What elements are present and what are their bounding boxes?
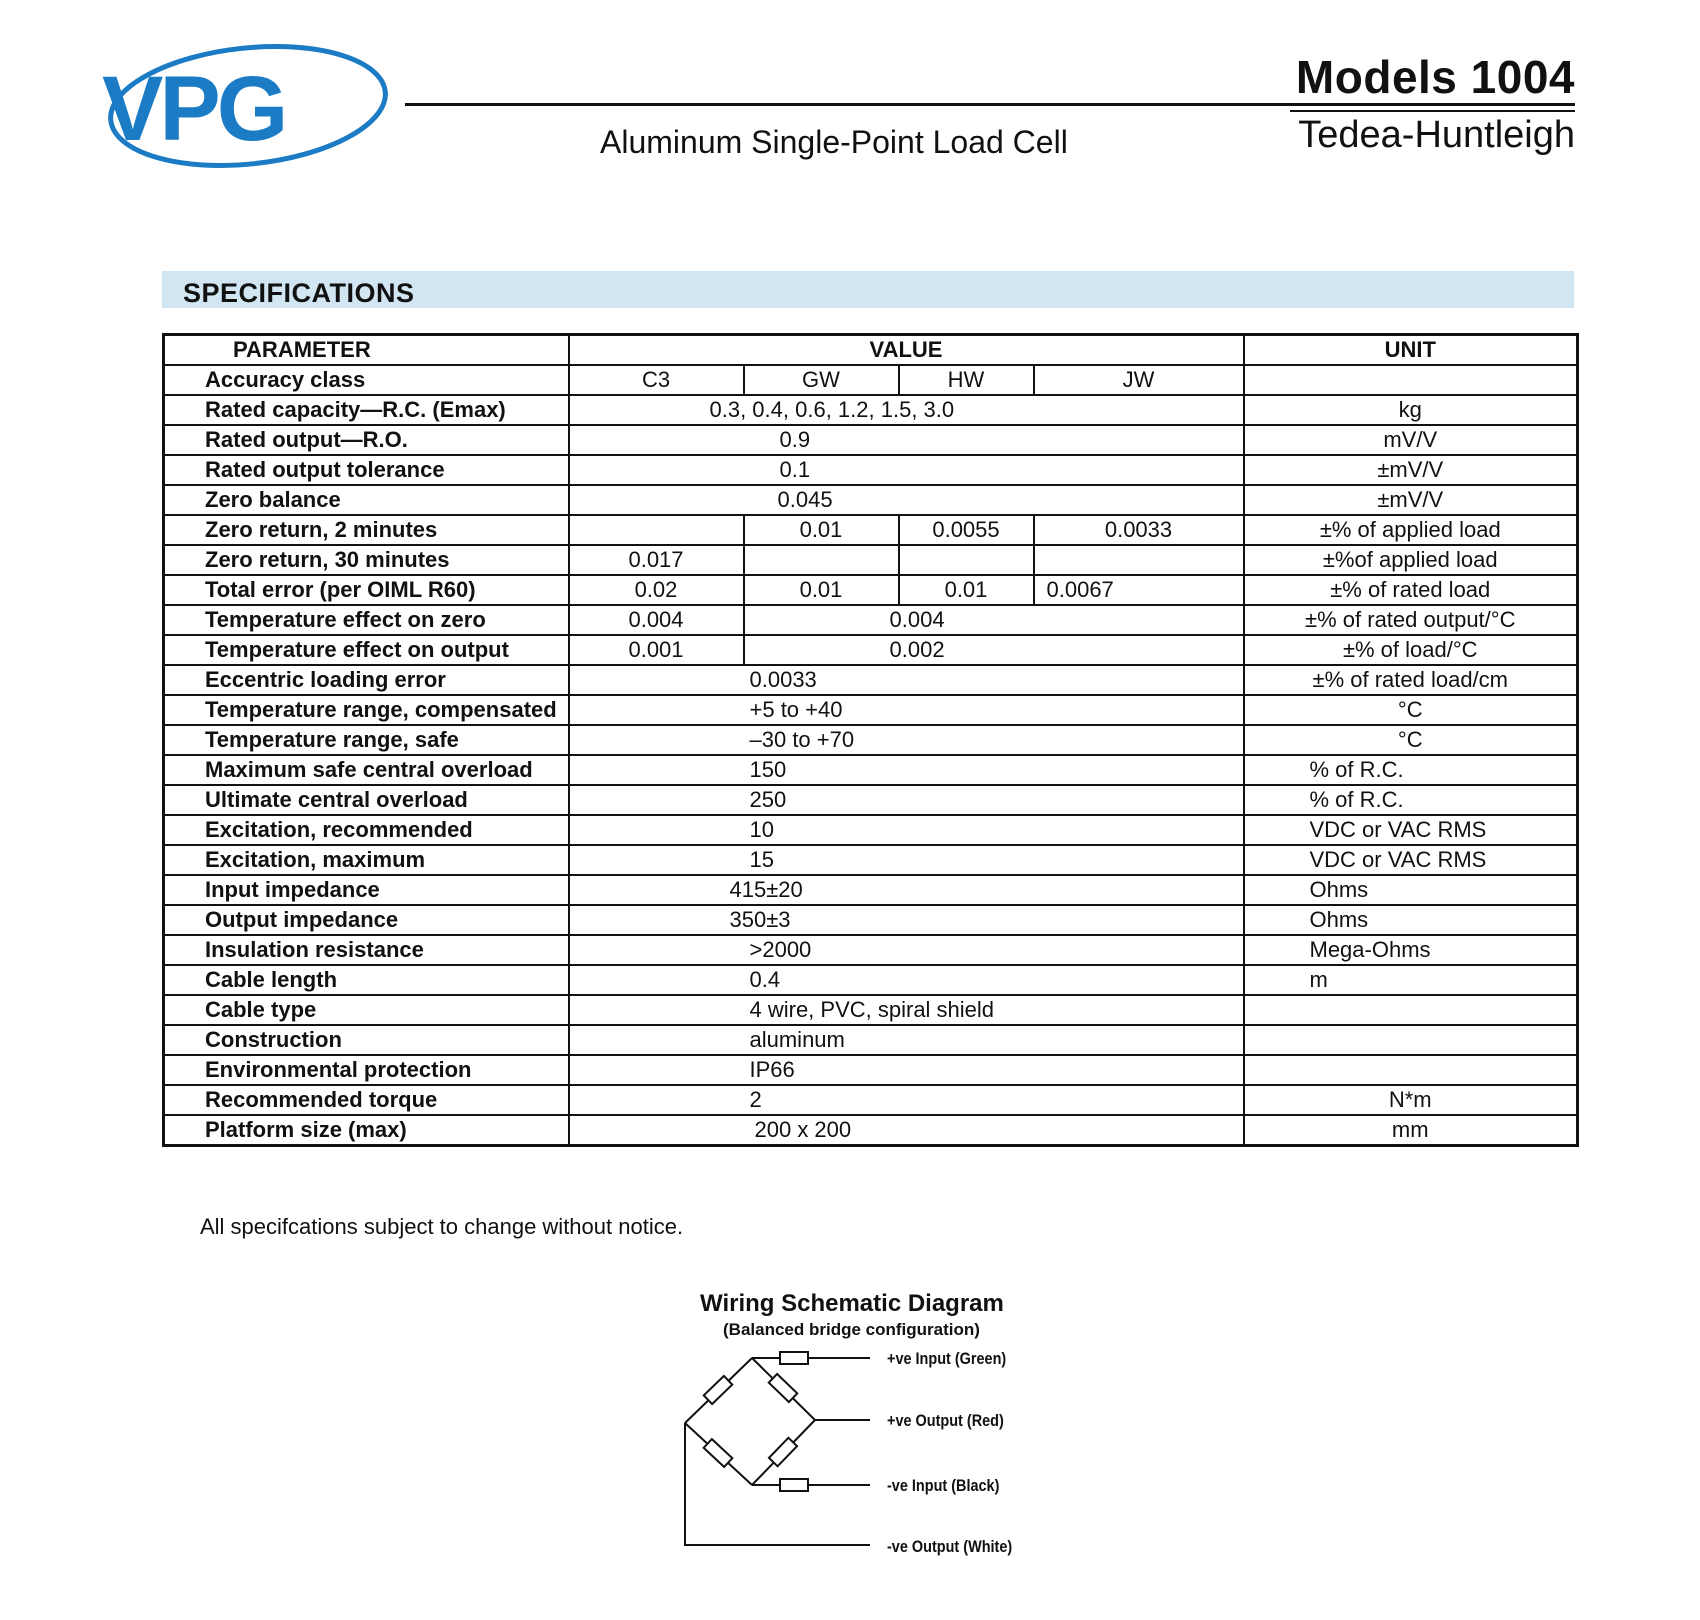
param-label: Ultimate central overload: [164, 785, 569, 815]
table-row: [164, 365, 1578, 395]
value-cell: IP66: [569, 1055, 1244, 1085]
param-label: Construction: [164, 1025, 569, 1055]
value-cell: >2000: [569, 935, 1244, 965]
table-row: [164, 1025, 1578, 1055]
value-hw: [899, 545, 1034, 575]
unit-cell: °C: [1244, 695, 1578, 725]
value-cell: 250: [569, 785, 1244, 815]
param-label: Platform size (max): [164, 1115, 569, 1146]
table-row: [164, 815, 1578, 845]
value-others: 0.004: [744, 605, 1244, 635]
param-label: Eccentric loading error: [164, 665, 569, 695]
unit-cell: °C: [1244, 725, 1578, 755]
param-label: Temperature range, compensated: [164, 695, 569, 725]
unit-cell: Ohms: [1244, 875, 1578, 905]
unit-cell: ±mV/V: [1244, 455, 1578, 485]
unit-header: UNIT: [1244, 335, 1578, 366]
value-others: 0.002: [744, 635, 1244, 665]
value-cell: 415±20: [569, 875, 1244, 905]
table-row: [164, 725, 1578, 755]
wiring-subtitle: (Balanced bridge configuration): [723, 1320, 980, 1339]
change-notice: All specifcations subject to change without notice.: [200, 1214, 684, 1239]
value-cell: 2: [569, 1085, 1244, 1115]
value-cell: 350±3: [569, 905, 1244, 935]
specifications-table: [162, 333, 1579, 1147]
value-c3: 0.02: [569, 575, 744, 605]
table-row: [164, 545, 1578, 575]
table-row: [164, 635, 1578, 665]
param-label: Environmental protection: [164, 1055, 569, 1085]
value-cell: –30 to +70: [569, 725, 1244, 755]
param-label: Recommended torque: [164, 1085, 569, 1115]
value-hw: 0.01: [899, 575, 1034, 605]
value-cell: 10: [569, 815, 1244, 845]
value-cell: 150: [569, 755, 1244, 785]
unit-cell: ±% of rated load: [1244, 575, 1578, 605]
unit-cell: % of R.C.: [1244, 755, 1578, 785]
label-neg-input: -ve Input (Black): [887, 1476, 1000, 1495]
unit-cell: Mega-Ohms: [1244, 935, 1578, 965]
wiring-title: Wiring Schematic Diagram: [700, 1290, 1004, 1317]
param-label: Input impedance: [164, 875, 569, 905]
unit-cell: ±% of load/°C: [1244, 635, 1578, 665]
header-rule-right: [1290, 110, 1575, 112]
table-row: [164, 755, 1578, 785]
param-label: Zero return, 2 minutes: [164, 515, 569, 545]
param-label: Temperature effect on zero: [164, 605, 569, 635]
unit-cell: [1244, 365, 1578, 395]
simple-rows: [164, 665, 1578, 1146]
value-cell: 200 x 200: [569, 1115, 1244, 1146]
value-jw: 0.0067: [1034, 575, 1244, 605]
models-title: Models 1004: [1295, 51, 1575, 103]
label-pos-input: +ve Input (Green): [887, 1349, 1007, 1368]
lead-resistor: [780, 1479, 808, 1491]
value-cell: 0.1: [569, 455, 1244, 485]
vpg-logo: [100, 40, 390, 175]
class-hw: HW: [899, 365, 1034, 395]
table-row: [164, 1055, 1578, 1085]
param-label: Rated output—R.O.: [164, 425, 569, 455]
unit-cell: VDC or VAC RMS: [1244, 815, 1578, 845]
table-row: [164, 905, 1578, 935]
class-jw: JW: [1034, 365, 1244, 395]
unit-cell: [1244, 1025, 1578, 1055]
param-label: Rated output tolerance: [164, 455, 569, 485]
unit-cell: mV/V: [1244, 425, 1578, 455]
table-row: [164, 665, 1578, 695]
value-c3: [569, 515, 744, 545]
value-cell: 15: [569, 845, 1244, 875]
param-label: Zero return, 30 minutes: [164, 545, 569, 575]
table-row: [164, 1085, 1578, 1115]
table-row: [164, 425, 1578, 455]
unit-cell: Ohms: [1244, 905, 1578, 935]
value-c3: 0.017: [569, 545, 744, 575]
unit-cell: VDC or VAC RMS: [1244, 845, 1578, 875]
value-cell: +5 to +40: [569, 695, 1244, 725]
param-label: Excitation, maximum: [164, 845, 569, 875]
param-label: Maximum safe central overload: [164, 755, 569, 785]
bridge-resistor: [704, 1439, 733, 1467]
param-label: Total error (per OIML R60): [164, 575, 569, 605]
table-row: [164, 1115, 1578, 1146]
unit-cell: [1244, 1055, 1578, 1085]
value-header: VALUE: [569, 335, 1244, 366]
value-jw: 0.0033: [1034, 515, 1244, 545]
table-row: [164, 935, 1578, 965]
specifications-banner: [162, 271, 1574, 308]
table-row: [164, 395, 1578, 425]
value-c3: 0.004: [569, 605, 744, 635]
table-row: [164, 845, 1578, 875]
class-c3: C3: [569, 365, 744, 395]
bridge-resistor: [769, 1374, 797, 1402]
parameter-header: PARAMETER: [164, 335, 569, 366]
table-row: [164, 995, 1578, 1025]
value-jw: [1034, 545, 1244, 575]
specifications-heading: SPECIFICATIONS: [183, 278, 415, 308]
unit-cell: kg: [1244, 395, 1578, 425]
value-cell: aluminum: [569, 1025, 1244, 1055]
value-cell: 0.0033: [569, 665, 1244, 695]
logo-text: VPG: [102, 58, 285, 160]
class-gw: GW: [744, 365, 899, 395]
unit-cell: ±%of applied load: [1244, 545, 1578, 575]
table-header-row: [164, 335, 1578, 366]
param-label: Cable type: [164, 995, 569, 1025]
value-cell: 0.4: [569, 965, 1244, 995]
table-row: [164, 515, 1578, 545]
param-label: Insulation resistance: [164, 935, 569, 965]
table-row: [164, 875, 1578, 905]
value-gw: 0.01: [744, 575, 899, 605]
lead-resistor: [780, 1352, 808, 1364]
label-pos-output: +ve Output (Red): [887, 1411, 1004, 1430]
param-label: Zero balance: [164, 485, 569, 515]
unit-cell: mm: [1244, 1115, 1578, 1146]
unit-cell: % of R.C.: [1244, 785, 1578, 815]
param-label: Accuracy class: [164, 365, 569, 395]
unit-cell: m: [1244, 965, 1578, 995]
value-gw: [744, 545, 899, 575]
value-hw: 0.0055: [899, 515, 1034, 545]
bridge-resistor: [769, 1438, 797, 1466]
table-row: [164, 485, 1578, 515]
product-subtitle: Aluminum Single-Point Load Cell: [600, 124, 1068, 160]
table-row: [164, 605, 1578, 635]
value-c3: 0.001: [569, 635, 744, 665]
value-cell: 0.045: [569, 485, 1244, 515]
label-neg-output: -ve Output (White): [887, 1537, 1013, 1556]
param-label: Temperature effect on output: [164, 635, 569, 665]
table-row: [164, 575, 1578, 605]
table-row: [164, 455, 1578, 485]
wiring-schematic: [660, 1340, 1080, 1620]
unit-cell: N*m: [1244, 1085, 1578, 1115]
unit-cell: ±% of applied load: [1244, 515, 1578, 545]
param-label: Excitation, recommended: [164, 815, 569, 845]
unit-cell: [1244, 995, 1578, 1025]
param-label: Temperature range, safe: [164, 725, 569, 755]
param-label: Output impedance: [164, 905, 569, 935]
param-label: Cable length: [164, 965, 569, 995]
unit-cell: ±% of rated load/cm: [1244, 665, 1578, 695]
bridge-resistor: [704, 1376, 732, 1404]
value-gw: 0.01: [744, 515, 899, 545]
value-cell: 0.3, 0.4, 0.6, 1.2, 1.5, 3.0: [569, 395, 1244, 425]
brand-name: Tedea-Huntleigh: [1298, 114, 1575, 156]
unit-cell: ±mV/V: [1244, 485, 1578, 515]
value-cell: 4 wire, PVC, spiral shield: [569, 995, 1244, 1025]
table-row: [164, 785, 1578, 815]
table-row: [164, 695, 1578, 725]
table-row: [164, 965, 1578, 995]
value-cell: 0.9: [569, 425, 1244, 455]
unit-cell: ±% of rated output/°C: [1244, 605, 1578, 635]
param-label: Rated capacity—R.C. (Emax): [164, 395, 569, 425]
